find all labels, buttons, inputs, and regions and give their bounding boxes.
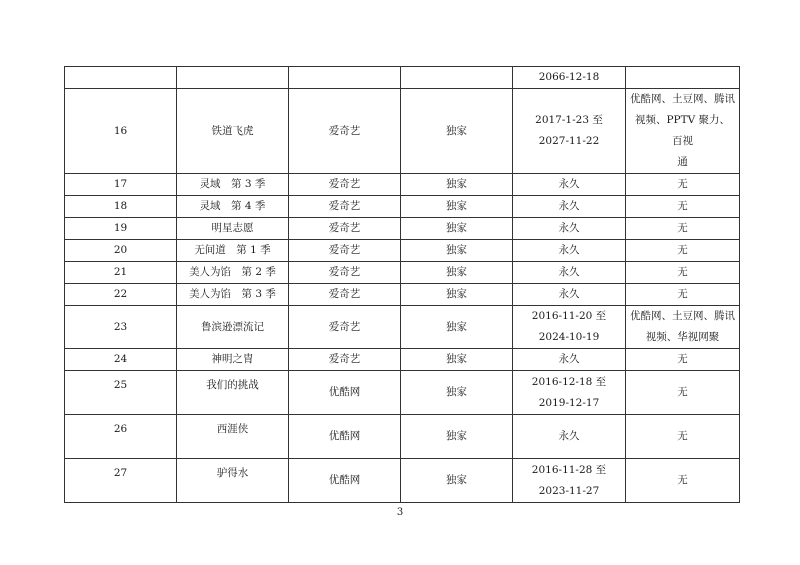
- cell-title: 神明之胄: [177, 349, 289, 371]
- cell-license: 独家: [401, 284, 513, 306]
- table-row: [65, 196, 740, 218]
- cell-period: 永久: [513, 240, 626, 262]
- table-row: [65, 306, 740, 349]
- cell-no: 25: [65, 371, 177, 415]
- cell-no: 24: [65, 349, 177, 371]
- cell-sublicense: 无: [626, 196, 740, 218]
- period-start: 2016-11-28 至: [531, 463, 607, 476]
- cell-title: 美人为馅 第 3 季: [177, 284, 289, 306]
- cell-no: 20: [65, 240, 177, 262]
- cell-no: 22: [65, 284, 177, 306]
- table-row-continuation: [65, 67, 740, 89]
- cell-license: 独家: [401, 349, 513, 371]
- cell-license: 独家: [401, 174, 513, 196]
- cell-no: 18: [65, 196, 177, 218]
- cell-sublicense: 无: [626, 349, 740, 371]
- cell-sublicense: [626, 306, 740, 349]
- cell-platform: 优酷网: [289, 371, 401, 415]
- cell-sublicense: 无: [626, 284, 740, 306]
- table-row: [65, 262, 740, 284]
- cell-title: 我们的挑战: [177, 371, 289, 415]
- cell-period: 永久: [513, 196, 626, 218]
- cell-license: 独家: [401, 262, 513, 284]
- cell-sublicense: 无: [626, 371, 740, 415]
- cell-platform: 爱奇艺: [289, 174, 401, 196]
- cell-sublicense: 无: [626, 415, 740, 459]
- cell-license: 独家: [401, 196, 513, 218]
- page-number: 3: [396, 507, 404, 518]
- cell-sublicense: 无: [626, 459, 740, 503]
- cell-title: [177, 67, 289, 89]
- period-end: 2027-11-22: [538, 135, 600, 147]
- sublicense-line: 视频、华视网聚: [645, 331, 720, 343]
- period-start: 2016-12-18 至: [531, 375, 607, 388]
- cell-sublicense: 无: [626, 174, 740, 196]
- sublicense-line: 优酷网、土豆网、腾讯: [630, 93, 735, 105]
- cell-license: 独家: [401, 218, 513, 240]
- table-row: [65, 174, 740, 196]
- cell-period: [513, 89, 626, 174]
- table-row: [65, 371, 740, 415]
- cell-no: 23: [65, 306, 177, 349]
- period-start: 2016-11-20 至: [531, 310, 607, 322]
- cell-sublicense: 无: [626, 218, 740, 240]
- cell-period: 永久: [513, 218, 626, 240]
- period-end: 2024-10-19: [538, 331, 600, 343]
- cell-period: [513, 459, 626, 503]
- cell-license: 独家: [401, 371, 513, 415]
- cell-title: 铁道飞虎: [177, 89, 289, 174]
- cell-title: 驴得水: [177, 459, 289, 503]
- cell-no: 17: [65, 174, 177, 196]
- cell-platform: 爱奇艺: [289, 306, 401, 349]
- cell-title: 灵域 第 3 季: [177, 174, 289, 196]
- cell-period: 永久: [513, 349, 626, 371]
- cell-platform: 爱奇艺: [289, 349, 401, 371]
- cell-no: 16: [65, 89, 177, 174]
- table-row: [65, 218, 740, 240]
- sublicense-line: 视频、PPTV 聚力、百视: [634, 114, 731, 147]
- cell-no: [65, 67, 177, 89]
- license-table: [64, 66, 740, 503]
- table-row: [65, 415, 740, 459]
- cell-license: 独家: [401, 240, 513, 262]
- cell-title: 无间道 第 1 季: [177, 240, 289, 262]
- cell-no: 21: [65, 262, 177, 284]
- cell-platform: 爱奇艺: [289, 218, 401, 240]
- cell-platform: 优酷网: [289, 459, 401, 503]
- cell-platform: 爱奇艺: [289, 284, 401, 306]
- cell-period: [513, 371, 626, 415]
- cell-platform: 优酷网: [289, 415, 401, 459]
- table-row: [65, 89, 740, 174]
- table-row: [65, 349, 740, 371]
- cell-license: 独家: [401, 415, 513, 459]
- cell-platform: [289, 67, 401, 89]
- cell-title: 美人为馅 第 2 季: [177, 262, 289, 284]
- cell-period: 永久: [513, 174, 626, 196]
- cell-platform: 爱奇艺: [289, 262, 401, 284]
- cell-license: [401, 67, 513, 89]
- cell-no: 26: [65, 415, 177, 459]
- cell-platform: 爱奇艺: [289, 89, 401, 174]
- cell-title: 西涯侠: [177, 415, 289, 459]
- cell-license: 独家: [401, 459, 513, 503]
- cell-period: 永久: [513, 262, 626, 284]
- cell-no: 27: [65, 459, 177, 503]
- cell-sublicense: [626, 89, 740, 174]
- period-end: 2019-12-17: [538, 396, 600, 409]
- cell-no: 19: [65, 218, 177, 240]
- sublicense-line: 优酷网、土豆网、腾讯: [630, 310, 735, 322]
- table-row: [65, 240, 740, 262]
- cell-license: 独家: [401, 89, 513, 174]
- cell-period: 2066-12-18: [513, 67, 626, 89]
- cell-sublicense: [626, 67, 740, 89]
- cell-platform: 爱奇艺: [289, 240, 401, 262]
- table-row: [65, 284, 740, 306]
- cell-title: 明星志愿: [177, 218, 289, 240]
- period-start: 2017-1-23 至: [535, 114, 603, 126]
- cell-title: 鲁滨逊漂流记: [177, 306, 289, 349]
- cell-license: 独家: [401, 306, 513, 349]
- sublicense-line: 通: [677, 156, 688, 168]
- period-end: 2023-11-27: [538, 484, 600, 497]
- cell-period: 永久: [513, 415, 626, 459]
- cell-platform: 爱奇艺: [289, 196, 401, 218]
- cell-period: 永久: [513, 284, 626, 306]
- table-row: [65, 459, 740, 503]
- cell-sublicense: 无: [626, 262, 740, 284]
- cell-title: 灵域 第 4 季: [177, 196, 289, 218]
- cell-sublicense: 无: [626, 240, 740, 262]
- cell-period: [513, 306, 626, 349]
